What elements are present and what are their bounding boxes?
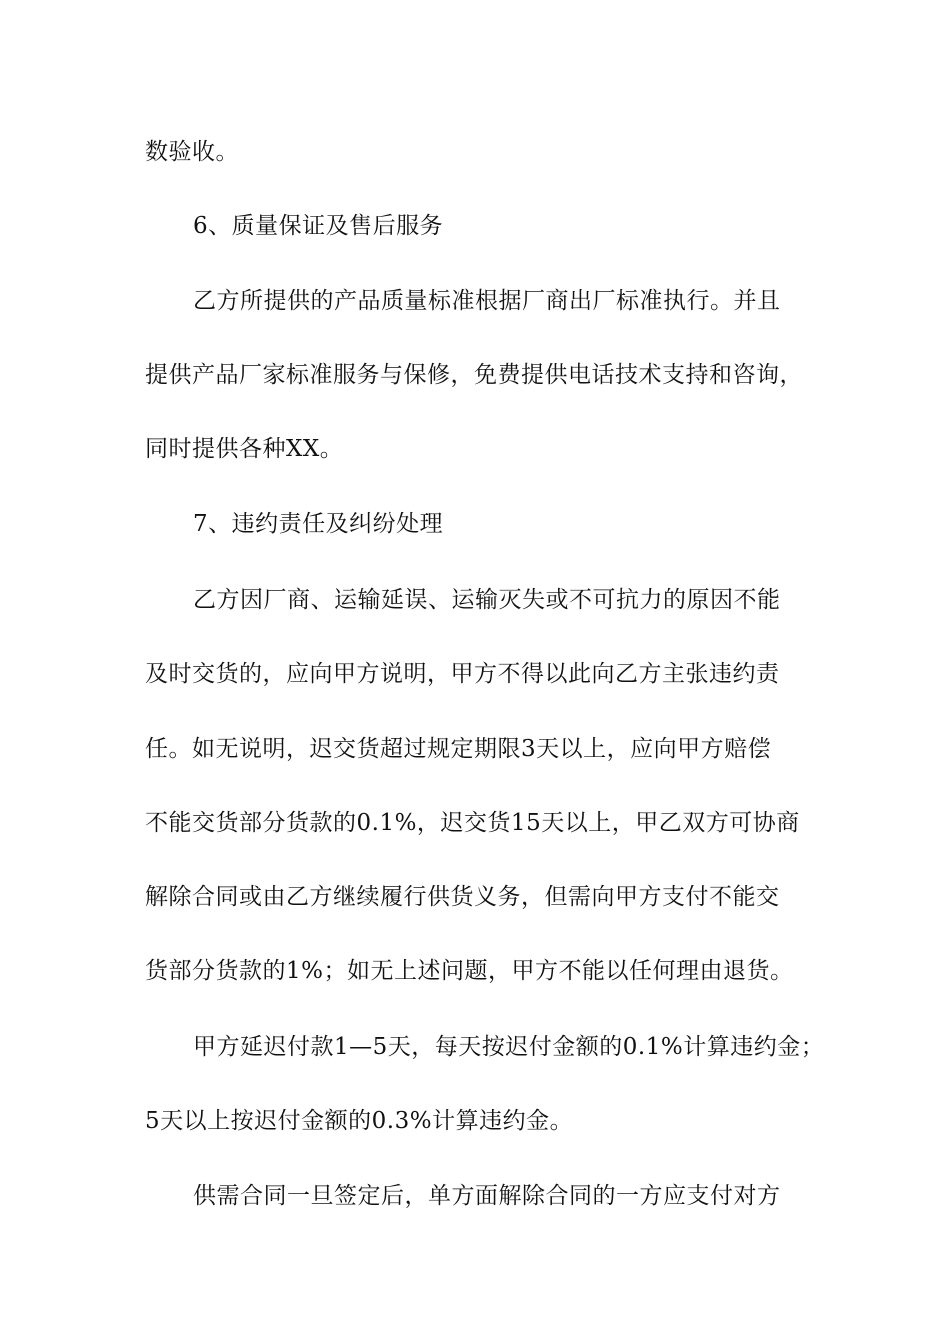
text-line: 及时交货的，应向甲方说明，甲方不得以此向乙方主张违约责 — [145, 661, 780, 687]
text-line: 提供产品厂家标准服务与保修，免费提供电话技术支持和咨询， — [145, 362, 803, 388]
text-line: 乙方所提供的产品质量标准根据厂商出厂标准执行。并且 — [193, 288, 781, 314]
text-line: 货部分货款的1%；如无上述问题，甲方不能以任何理由退货。 — [145, 958, 794, 984]
text-line: 不能交货部分货款的0.1%，迟交货15天以上，甲乙双方可协商 — [145, 810, 800, 836]
section-heading: 6、质量保证及售后服务 — [193, 213, 444, 239]
text-line: 甲方延迟付款1—5天，每天按迟付金额的0.1%计算违约金； — [193, 1034, 825, 1060]
text-line: 同时提供各种XX。 — [145, 436, 344, 462]
section-heading: 7、违约责任及纠纷处理 — [193, 511, 444, 537]
text-line: 解除合同或由乙方继续履行供货义务，但需向甲方支付不能交 — [145, 884, 780, 910]
text-line: 供需合同一旦签定后，单方面解除合同的一方应支付对方 — [193, 1183, 781, 1209]
text-line: 任。如无说明，迟交货超过规定期限3天以上，应向甲方赔偿 — [145, 736, 772, 762]
text-line: 5天以上按迟付金额的0.3%计算违约金。 — [145, 1108, 574, 1134]
text-line: 乙方因厂商、运输延误、运输灭失或不可抗力的原因不能 — [193, 587, 781, 613]
text-line: 数验收。 — [145, 139, 239, 165]
